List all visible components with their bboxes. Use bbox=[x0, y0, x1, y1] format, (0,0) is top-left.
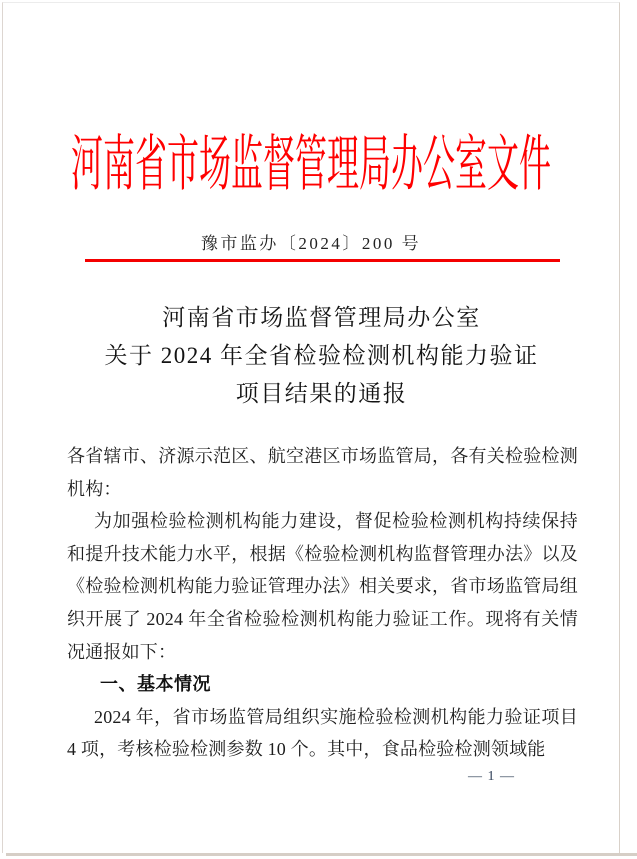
paragraph-2: 2024 年，省市场监管局组织实施检验检测机构能力验证项目 4 项，考核检验检测参数 10 个。其中，食品检验检测领域能 bbox=[67, 706, 578, 760]
page-edge-shadow bbox=[6, 853, 637, 856]
page-number: — 1 — bbox=[468, 769, 515, 784]
red-letterhead bbox=[3, 129, 619, 198]
title-line-3: 项目结果的通报 bbox=[235, 381, 408, 406]
section-heading-basic-situation: 一、基本情况 bbox=[100, 674, 211, 695]
red-divider-line bbox=[85, 259, 560, 262]
document-page bbox=[2, 2, 620, 853]
document-number: 豫市监办〔2024〕200 号 bbox=[200, 234, 422, 253]
paragraph-1: 为加强检验检测机构能力建设，督促检验检测机构持续保持和提升技术能力水平，根据《检验检测机构监督管理办法》以及《检验检测机构能力验证管理办法》相关要求，省市场监管局组织开展了 2024 年全省检验检测机构能力验证工作。现将有关情况通报如下： bbox=[67, 511, 578, 662]
salutation: 各省辖市、济源示范区、航空港区市场监管局，各有关检验检测机构： bbox=[67, 446, 578, 499]
title-line-2: 关于 2024 年全省检验检测机构能力验证 bbox=[104, 343, 539, 368]
letterhead-title: 河南省市场监督管理局办公室文件 bbox=[70, 129, 551, 198]
title-line-1: 河南省市场监督管理局办公室 bbox=[162, 305, 481, 330]
document-body bbox=[67, 440, 578, 766]
document-title bbox=[43, 299, 600, 413]
